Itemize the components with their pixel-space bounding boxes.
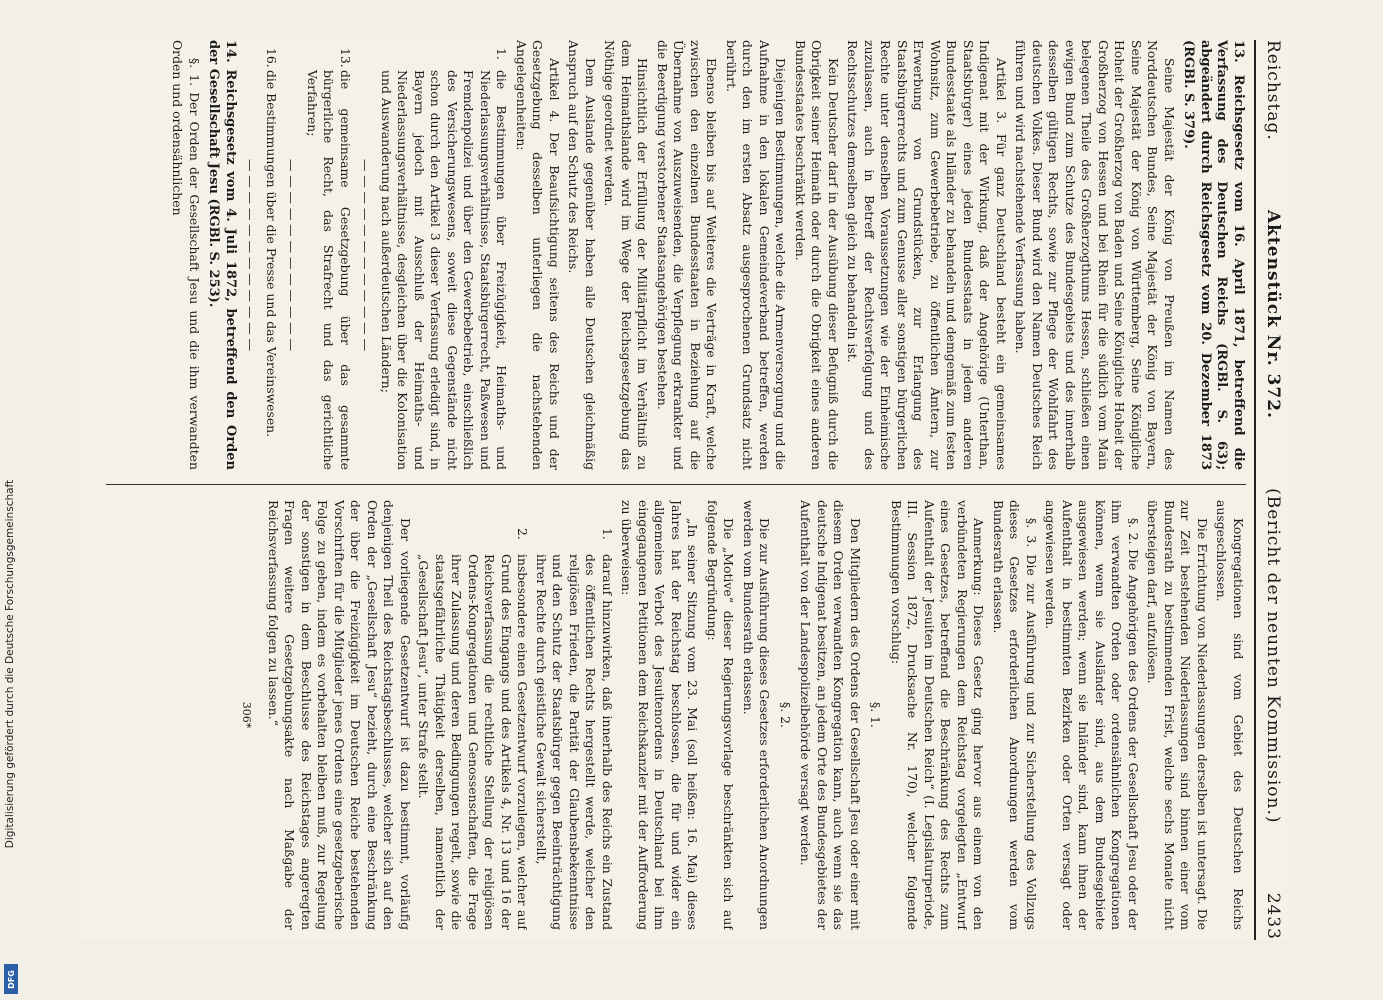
item14-title: 14. Reichsgesetz vom 4. Juli 1872, betreffend den Orden der Gesellschaft Jesu (RGBl. S. 253). <box>206 40 238 470</box>
funding-credit-text: Digitalisierung gefördert durch die Deutsche Forschungsgemeinschaft <box>4 479 16 849</box>
omission-line: — — — — — — — — — — — — <box>243 158 259 351</box>
right-column <box>96 500 1246 930</box>
article-3c: Diejenigen Bestimmungen, welche die Armenversorgung und die Aufnahme in den lokalen Gemeindeverband betreffen, werden durch den im ersten Absatz ausgesprochenen Grundsatz nicht berührt. <box>724 40 789 470</box>
header-right: (Bericht der neunten Kommission.) <box>1263 488 1283 824</box>
document-page <box>80 40 1290 940</box>
page-number: 2433 <box>1263 892 1283 940</box>
article-3: Artikel 3. Für ganz Deutschland besteht ein gemeinsames Indigenat mit der Wirkung, daß der Angehörige (Unterthan, Staatsbürger) eines jeden Bundesstaats in jedem anderen Bundesstaate als Inländer zu behandeln und demgemäß zum festen Wohnsitz, zum Gewerbebetriebe, zu öffentlichen Ämtern, zur Erwerbung von Grundstücken, zur Erlangung des Staatsbürgerrechts und zum Genusse aller sonstigen bürgerlichen Rechte unter denselben Voraussetzungen wie der Einheimische zuzulassen, auch in Betreff der Rechtsverfolgung und des Rechtsschutzes demselben gleich zu behandeln ist. <box>845 40 1009 470</box>
header-left: Reichstag. <box>1263 40 1283 141</box>
resolution-item-2: 2. insbesondere einen Gesetzentwurf vorzulegen, welcher auf Grund des Eingangs und des Artikels 4, Nr. 13 und 16 der Reichsverfassung die rechtliche Stellung der religiösen Ordens-Kongregationen und Genossenschaften, die Frage ihrer Zulassung und deren Bedingungen regelt, sowie die staatsgefährliche Thätigkeit derselben, namentlich der „Gesellschaft Jesu“, unter Strafe stellt. <box>416 528 531 930</box>
right-p4: §. 3. Die zur Ausführung und zur Sicherstellung des Vollzugs dieses Gesetzes erforderlichen Anordnungen werden vom Bundesrath erlassen. <box>991 500 1039 930</box>
article-4-item-1: 1. die Bestimmungen über Freizügigkeit, Heimaths- und Niederlassungsverhältnisse, Staatsbürgerrecht, Paßwesen und Fremdenpolizei und über den Gewerbebetrieb, einschließlich des Versicherungswesens, soweit diese Gegenstände nicht schon durch den Artikel 3 dieser Verfassung erledigt sind, in Bayern jedoch mit Ausschluß der Heimaths- und Niederlassungsverhältnisse, desgleichen über die Kolonisation und Auswanderung nach außerdeutschen Ländern; <box>379 48 510 470</box>
omission-line: — — — — — — — — — — — — <box>358 158 374 351</box>
right-p6: Die „Motive“ dieser Regierungsvorlage beschränkten sich auf folgende Begründung: <box>705 500 737 930</box>
item13-title: 13. Reichsgesetz vom 16. April 1871, betreffend die Verfassung des Deutschen Reichs (RGBl. S. 63); abgeändert durch Reichsgesetz vom 20. Dezember 1873 (RGBl. S. 379). <box>1181 40 1246 470</box>
column-divider <box>106 484 1246 485</box>
section-1-heading: §. 1. <box>868 702 884 728</box>
section-2-text: Die zur Ausführung dieses Gesetzes erforderlichen Anordnungen werden vom Bundesrath erlassen. <box>741 500 773 930</box>
signature-mark: 306* <box>240 701 254 729</box>
header-center: Aktenstück Nr. 372. <box>1263 209 1283 419</box>
article-3e: Hinsichtlich der Erfüllung der Militärpflicht im Verhältniß zu dem Heimathslande wird im Wege der Reichsgesetzgebung das Nöthige geordnet werden. <box>602 40 651 470</box>
article-4-item-13: 13. die gemeinsame Gesetzgebung über das gesammte bürgerliche Recht, das Strafrecht und das gerichtliche Verfahren; <box>305 48 353 470</box>
article-4-item-16: 16. die Bestimmungen über die Presse und das Vereinswesen. <box>264 48 279 438</box>
right-p3: §. 2. Die Angehörigen des Ordens der Gesellschaft Jesu oder der ihm verwandten Orden oder ordensähnlichen Kongregationen können, wenn sie Ausländer sind, aus dem Bundesgebiete ausgewiesen werden; wenn sie Inländer sind, kann ihnen der Aufenthalt in bestimmten Bezirken oder Orten versagt oder angewiesen werden. <box>1043 500 1141 930</box>
funding-credit <box>0 0 26 1000</box>
right-p1: Kongregationen sind vom Gebiet des Deutschen Reichs ausgeschlossen. <box>1214 500 1246 930</box>
right-p5: Anmerkung: Dieses Gesetz ging hervor aus einem von den verbündeten Regierungen dem Reichstag vorgelegten „Entwurf eines Gesetzes, betreffend die Beschränkung des Rechts zum Aufenthalt der Jesuiten im Deutschen Reich“ (I. Legislaturperiode, III. Session 1872, Drucksache Nr. 170), welcher folgende Bestimmungen vorschlug: <box>889 500 987 930</box>
article-3d: Ebenso bleiben bis auf Weiteres die Verträge in Kraft, welche zwischen den einzelnen Bundesstaaten in Beziehung auf die Übernahme von Auszuweisenden, die Verpflegung erkrankter und die Beerdigung verstorbener Staatsangehörigen bestehen. <box>655 40 720 470</box>
left-column <box>96 40 1246 470</box>
article-3b: Kein Deutscher darf in der Ausübung dieser Befugniß durch die Obrigkeit seiner Heimath oder durch die Obrigkeit eines anderen Bundesstaates beschränkt werden. <box>793 40 841 470</box>
article-3f: Dem Auslande gegenüber haben alle Deutschen gleichmäßig Anspruch auf den Schutz des Reichs. <box>566 40 598 470</box>
right-p2: Die Errichtung von Niederlassungen derselben ist untersagt. Die zur Zeit bestehenden Niederlassungen sind binnen einer vom Bundesrath zu bestimmenden Frist, welche sechs Monate nicht übersteigen darf, aufzulösen. <box>1145 500 1210 930</box>
resolution-item-1: 1. darauf hinzuwirken, daß innerhalb des Reichs ein Zustand des öffentlichen Rechts hergestellt werde, welcher den religiösen Frieden, die Parität der Glaubensbekenntnisse und den Schutz der Staatsbürger gegen Beeinträchtigung ihrer Rechte durch geistliche Gewalt sicherstellt, <box>534 528 615 930</box>
section-1-text: Den Mitgliedern des Ordens der Gesellschaft Jesu oder einer mit diesem Orden verwandten Kongregation kann, auch wenn sie das deutsche Indigenat besitzen, an jedem Orte des Bundesgebietes der Aufenthalt von der Landespolizeibehörde versagt werden. <box>798 500 863 930</box>
right-p7: „In seiner Sitzung vom 23. Mai (soll heißen: 16. Mai) dieses Jahres hat der Reichstag beschlossen, die für und wider ein allgemeines Verbot des Jesuitenordens in Deutschland bei ihm eingegangenen Petitionen dem Reichskanzler mit der Aufforderung zu überweisen: <box>619 500 701 930</box>
right-p8: Der vorliegende Gesetzentwurf ist dazu bestimmt, vorläufig denjenigen Theil des Reichstagsbeschlusses, welcher sich auf den Orden der „Gesellschaft Jesu“ bezieht, durch eine Beschränkung der über die Freizügigkeit im Deutschen Reiche bestehenden Vorschriften für die Mitglieder jenes Ordens eine gesetzgeberische Folge zu geben, indem es vorbehalten bleiben muß, zur Regelung der sonstigen in dem Beschlusse des Reichstages angeregten Fragen weitere Gesetzgebungsakte nach Maßgabe der Reichsverfassung folgen zu lassen.“ <box>266 500 413 930</box>
dfg-logo: DFG <box>4 964 18 994</box>
section-2-heading: §. 2. <box>778 702 793 728</box>
preamble: Seine Majestät der König von Preußen im Namen des Norddeutschen Bundes, Seine Majestät der König von Bayern, Seine Majestät der König von Württemberg, Seine Königliche Hoheit der Großherzog von Baden und Seine Königliche Hoheit der Großherzog von Hessen und bei Rhein für die südlich vom Main belegenen Theile des Großherzogthums Hessen, schließen einen ewigen Bund zum Schutze des Bundesgebiets und des innerhalb desselben gültigen Rechts, sowie zur Pflege der Wohlfahrt des deutschen Volkes. Dieser Bund wird den Namen Deutsches Reich führen und wird nachstehende Verfassung haben. <box>1013 40 1177 470</box>
article-4: Artikel 4. Der Beaufsichtigung seitens des Reichs und der Gesetzgebung desselben unterliegen die nachstehenden Angelegenheiten: <box>514 40 562 470</box>
page-header <box>1254 40 1290 940</box>
omission-line: — — — — — — — — — — — — <box>284 158 300 351</box>
item14-paragraph-1: §. 1. Der Orden der Gesellschaft Jesu und die ihm verwandten Orden und ordensähnlichen <box>170 40 202 470</box>
